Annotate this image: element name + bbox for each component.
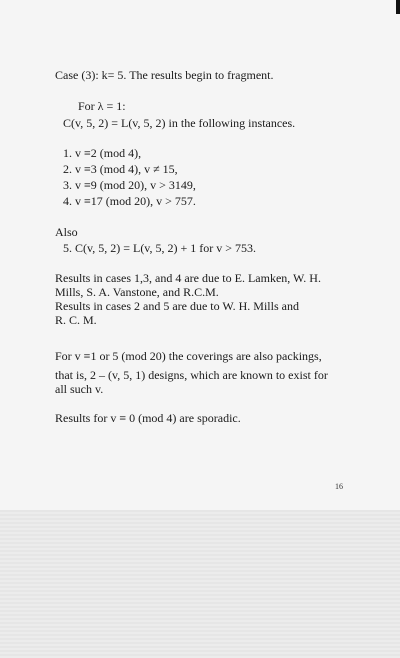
sporadic-line: Results for v ≡ 0 (mod 4) are sporadic. bbox=[55, 411, 241, 425]
instance-item: 4. v ≡17 (mod 20), v > 757. bbox=[63, 194, 196, 208]
attribution-line: Results in cases 1,3, and 4 are due to E. Lamken, W. H. bbox=[55, 271, 321, 285]
also-label: Also bbox=[55, 225, 78, 239]
also-item: 5. C(v, 5, 2) = L(v, 5, 2) + 1 for v > 753. bbox=[63, 241, 257, 255]
packing-line: all such v. bbox=[55, 382, 104, 396]
attribution-line: R. C. M. bbox=[55, 313, 97, 327]
lambda-intro: For λ = 1: bbox=[78, 99, 126, 113]
scan-edge-mark bbox=[396, 0, 400, 14]
instance-item: 3. v ≡9 (mod 20), v > 3149, bbox=[63, 178, 196, 192]
packing-line: that is, 2 – (v, 5, 1) designs, which are known to exist for bbox=[55, 368, 328, 382]
instance-item: 1. v ≡2 (mod 4), bbox=[63, 146, 142, 160]
packing-line: For v ≡1 or 5 (mod 20) the coverings are also packings, bbox=[55, 349, 322, 363]
equality-statement: C(v, 5, 2) = L(v, 5, 2) in the following instances. bbox=[63, 116, 296, 130]
page-number: 16 bbox=[335, 482, 343, 491]
attribution-line: Mills, S. A. Vanstone, and R.C.M. bbox=[55, 285, 219, 299]
case-heading: Case (3): k= 5. The results begin to fragment. bbox=[55, 68, 274, 82]
attribution-line: Results in cases 2 and 5 are due to W. H. Mills and bbox=[55, 299, 299, 313]
instance-item: 2. v ≡3 (mod 4), v ≠ 15, bbox=[63, 162, 178, 176]
blank-page-area bbox=[0, 510, 400, 658]
